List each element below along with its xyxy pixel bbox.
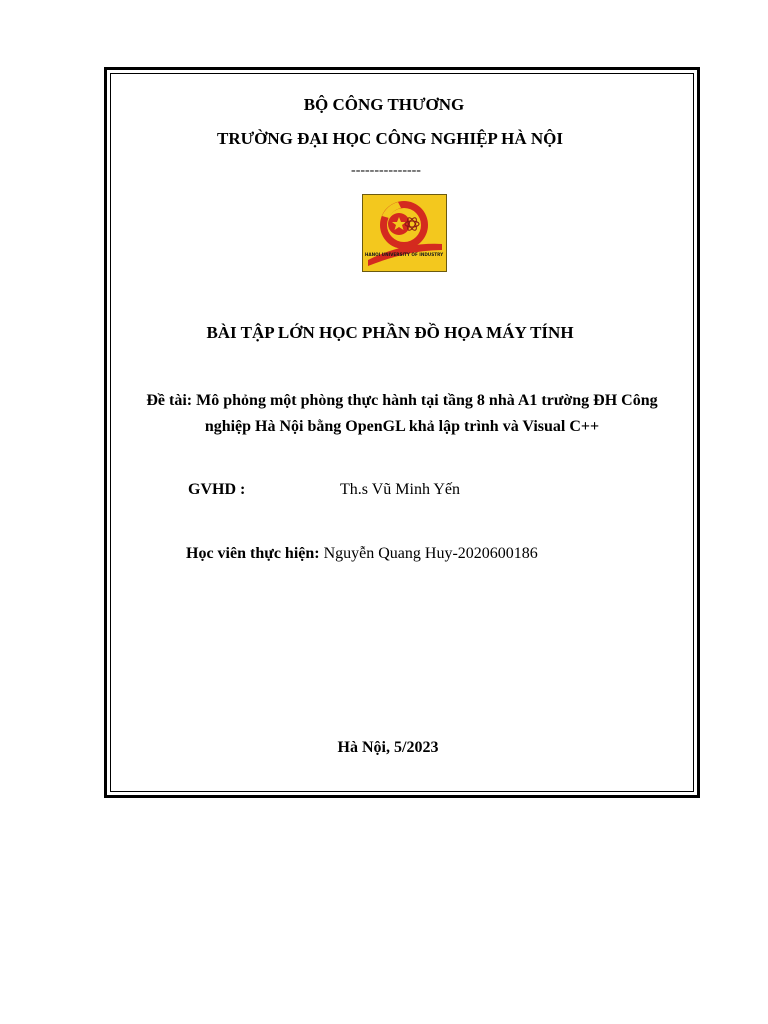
topic-text-line-2: nghiệp Hà Nội bằng OpenGL khả lập trình và Visual C++ [204, 418, 600, 435]
logo-caption: HANOI UNIVERSITY OF INDUSTRY [364, 252, 444, 257]
student-name: Nguyễn Quang Huy-2020600186 [323, 545, 538, 562]
supervisor-name: Th.s Vũ Minh Yến [340, 481, 460, 498]
ministry-name: BỘ CÔNG THƯƠNG [303, 95, 465, 114]
supervisor-label: GVHD : [188, 481, 246, 498]
student-row [186, 545, 538, 563]
place-and-date: Hà Nội, 5/2023 [337, 739, 439, 756]
university-logo-graphic [362, 194, 447, 272]
student-label: Học viên thực hiện: [186, 545, 320, 562]
topic-block [113, 388, 691, 440]
topic-text-line-1: Mô phỏng một phòng thực hành tại tầng 8 nhà A1 trường ĐH Công [196, 392, 658, 409]
header-divider: --------------- [351, 163, 421, 178]
course-title: BÀI TẬP LỚN HỌC PHẦN ĐỒ HỌA MÁY TÍNH [206, 323, 574, 342]
topic-line-1 [113, 388, 691, 414]
topic-label: Đề tài: [146, 392, 193, 409]
university-name: TRƯỜNG ĐẠI HỌC CÔNG NGHIỆP HÀ NỘI [216, 129, 563, 148]
university-logo [362, 194, 447, 272]
